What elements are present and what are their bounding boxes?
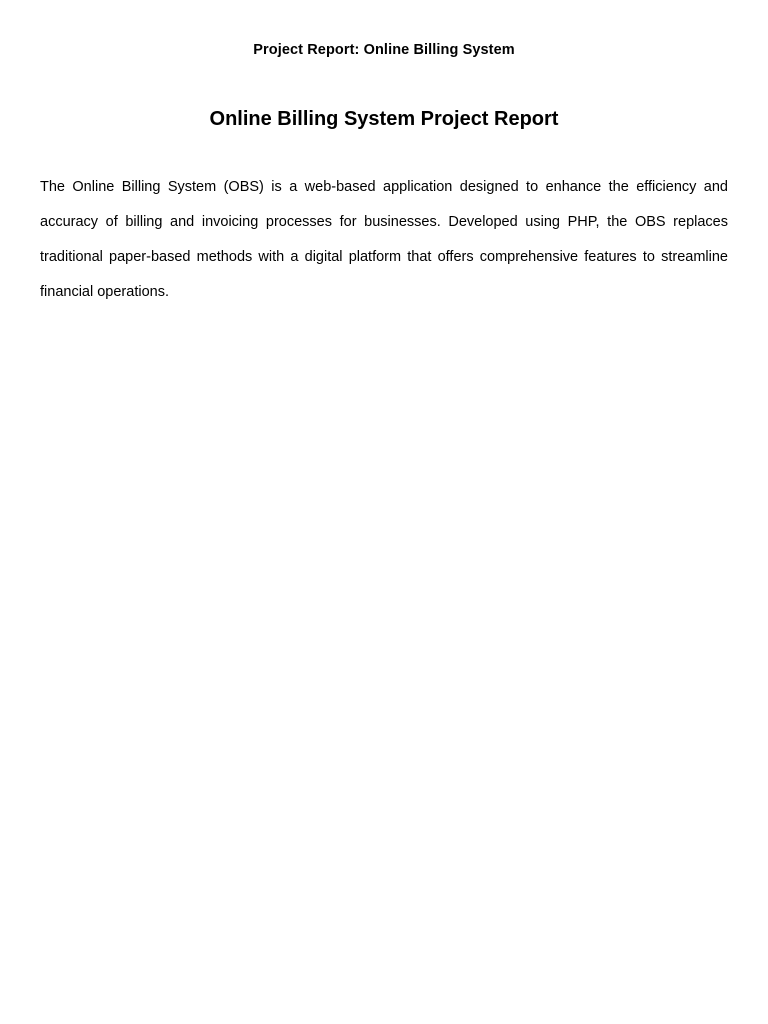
running-header: Project Report: Online Billing System [253,42,515,58]
document-title: Online Billing System Project Report [209,108,559,130]
body-paragraph: The Online Billing System (OBS) is a web-based application designed to enhance the efficiency and accuracy of billing and invoicing processes for businesses. Developed using PHP, the OBS replaces traditional paper-based methods with a digital platform that offers comprehensive features to streamline financial operations. [40,179,728,300]
